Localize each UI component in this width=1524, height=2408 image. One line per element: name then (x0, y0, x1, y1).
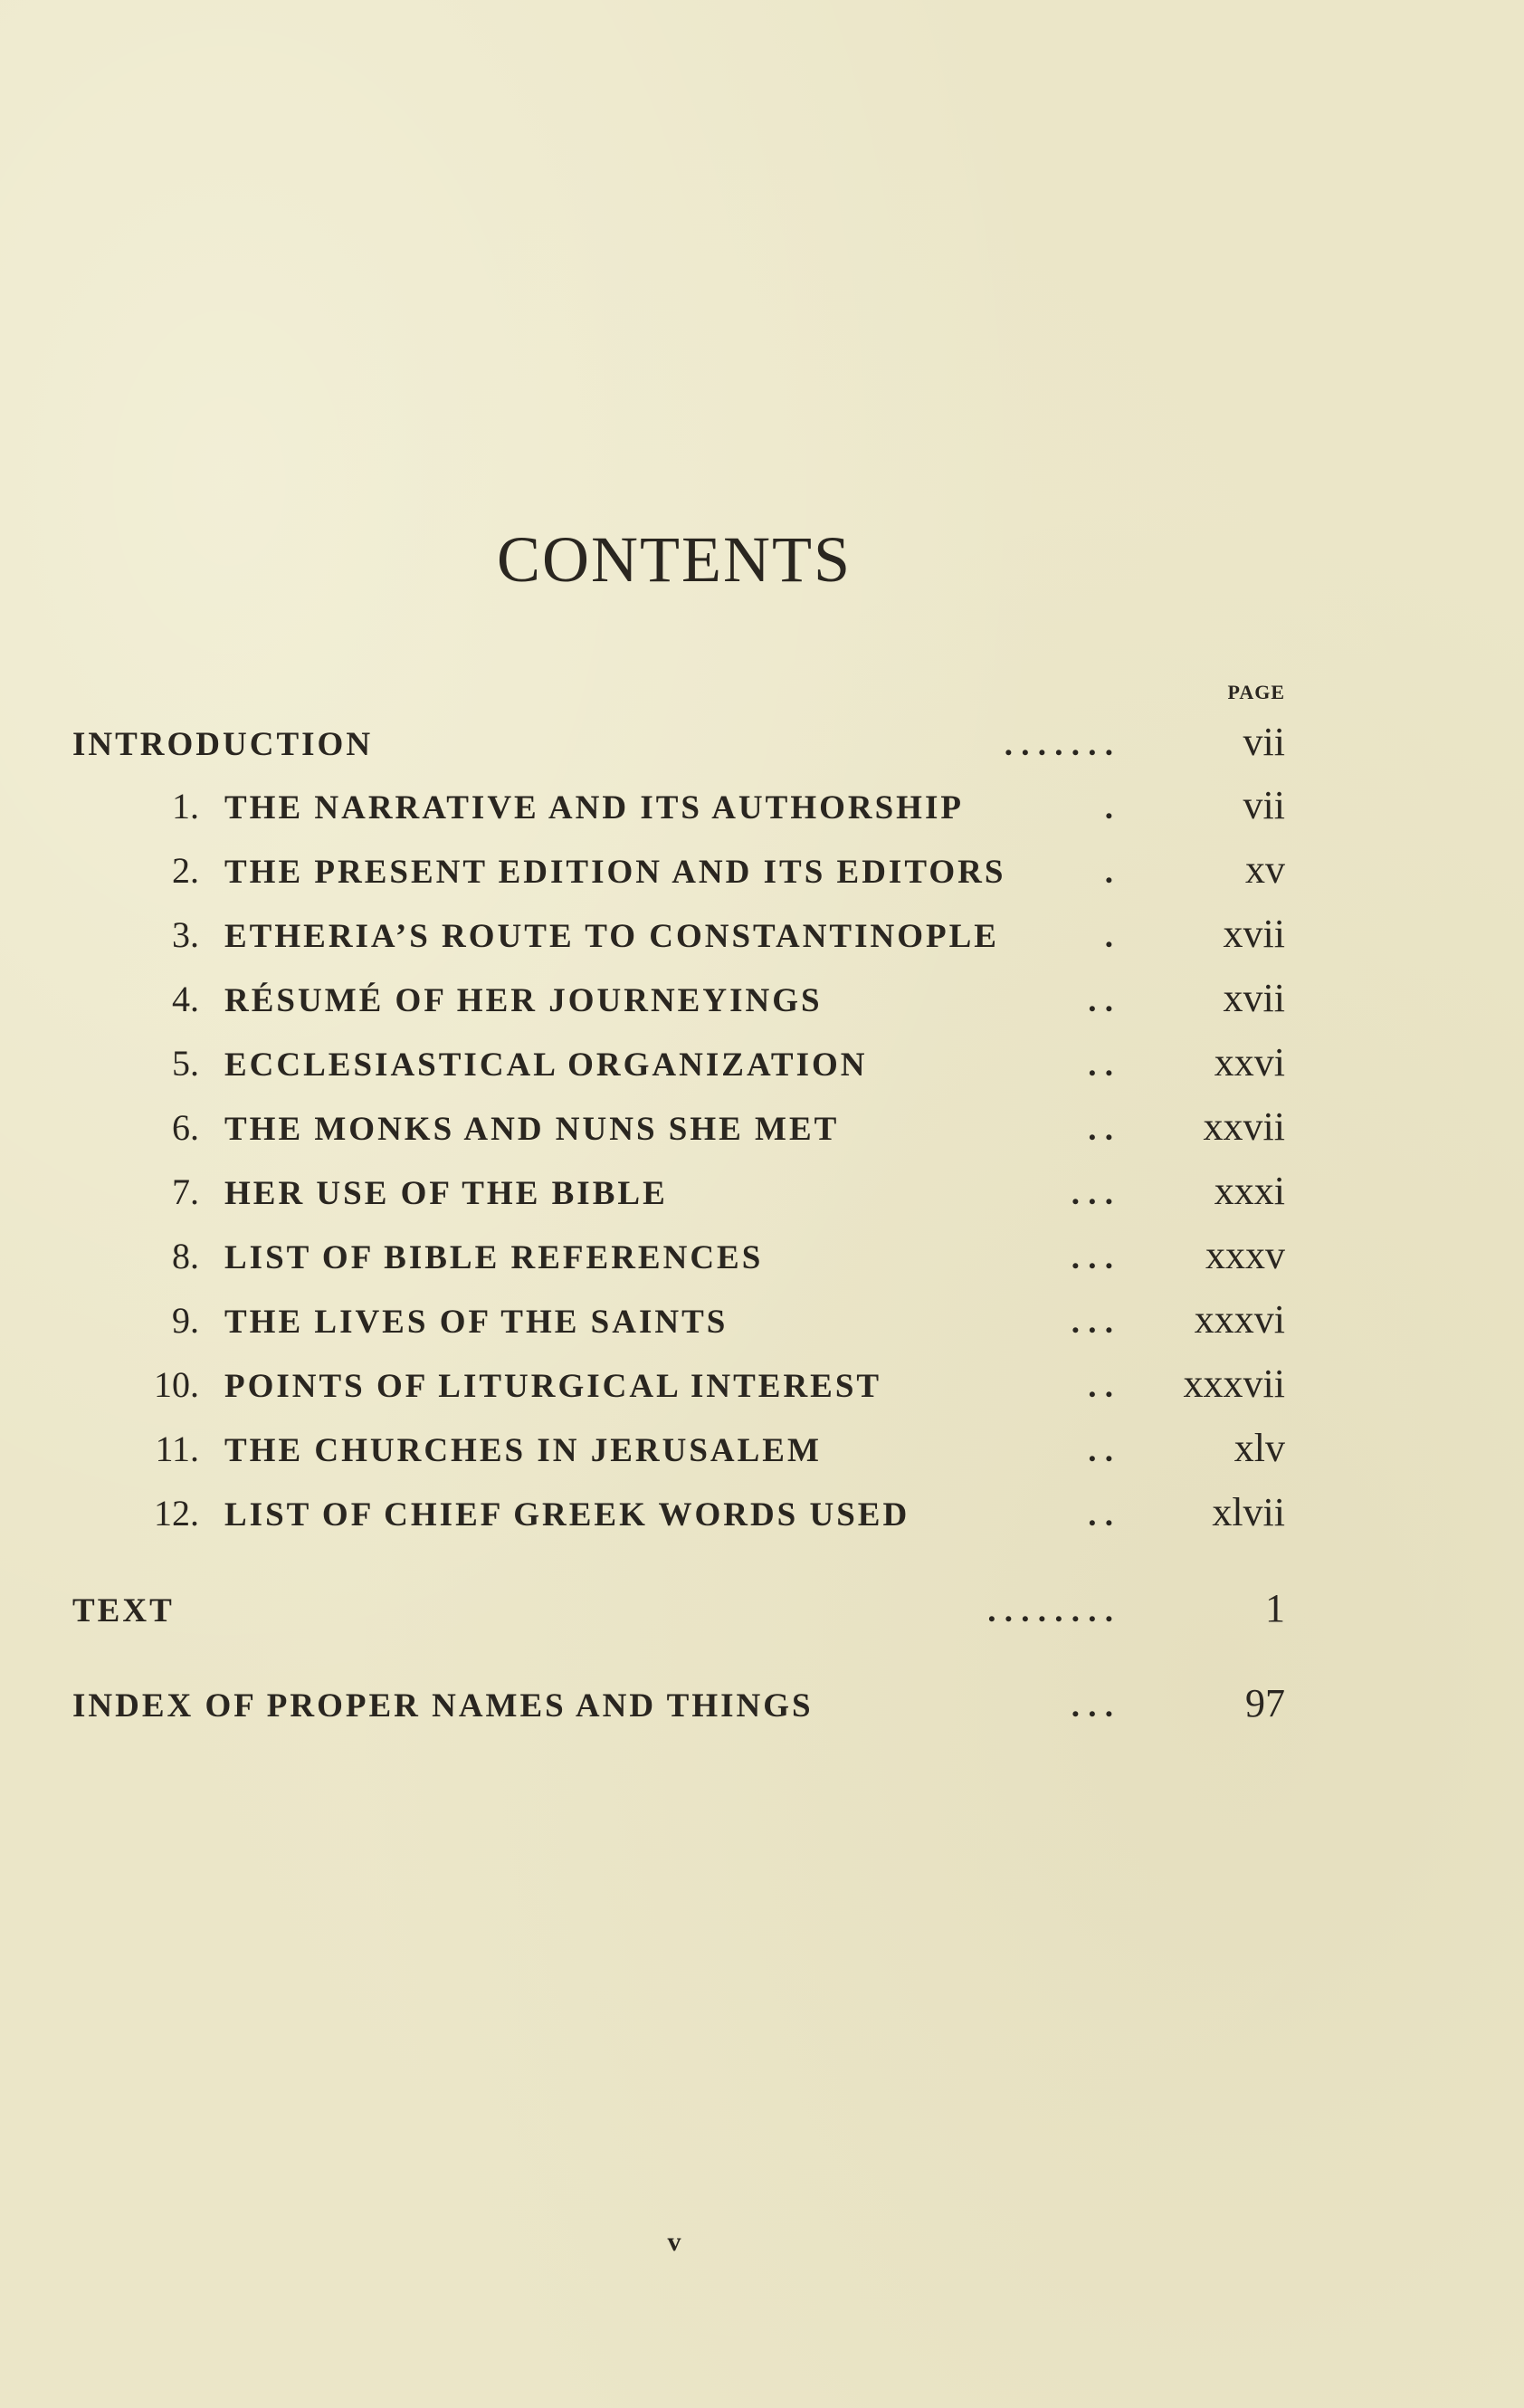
toc-entry-7 (72, 1166, 1285, 1217)
toc-entry-6 (72, 1102, 1285, 1152)
toc-entry-label: THE PRESENT EDITION AND ITS EDITORS (224, 854, 1006, 891)
dot-leader: . (1104, 789, 1113, 827)
toc-entry-page: xxxi (1214, 1169, 1285, 1213)
toc-entry-3 (72, 909, 1285, 960)
dot-leader: . . (1088, 1111, 1113, 1148)
toc-entry-number: 5. (172, 1043, 199, 1084)
dot-leader: . . (1088, 1046, 1113, 1084)
toc-entry-page: vii (1243, 783, 1285, 827)
toc-entry-page: xv (1245, 847, 1285, 892)
toc-entry-number: 12. (154, 1493, 199, 1534)
toc-entry-number: 3. (172, 914, 199, 955)
toc-entry-label: HER USE OF THE BIBLE (224, 1175, 668, 1212)
toc-entry-number: 11. (155, 1429, 199, 1469)
toc-entry-page: xxvi (1214, 1040, 1285, 1085)
toc-entry-page: xlv (1233, 1426, 1285, 1470)
dot-leader: . . (1088, 1368, 1113, 1405)
toc-entry-label: POINTS OF LITURGICAL INTEREST (224, 1368, 882, 1405)
toc-entry-label: THE CHURCHES IN JERUSALEM (224, 1432, 822, 1469)
page-folio: v (667, 2227, 681, 2257)
toc-entry-label: THE NARRATIVE AND ITS AUTHORSHIP (224, 789, 964, 827)
dot-leader: . (1104, 918, 1113, 955)
toc-entry-text (72, 1583, 1285, 1634)
page-column-label: PAGE (1227, 681, 1285, 703)
toc-entry-12 (72, 1487, 1285, 1538)
toc-entry-number: 10. (154, 1364, 199, 1405)
toc-entry-number: 9. (172, 1300, 199, 1341)
toc-entry-number: 6. (172, 1107, 199, 1148)
toc-entry-label: ECCLESIASTICAL ORGANIZATION (224, 1046, 868, 1084)
toc-entry-label: INDEX OF PROPER NAMES AND THINGS (72, 1687, 814, 1725)
dot-leader: . . . (1071, 1175, 1113, 1212)
toc-entry-5 (72, 1037, 1285, 1088)
contents-heading: CONTENTS (497, 523, 852, 596)
dot-leader: . . . (1071, 1239, 1113, 1276)
toc-entry-page: xxxvi (1194, 1297, 1285, 1342)
dot-leader: . . (1088, 1432, 1113, 1469)
toc-entry-label: THE LIVES OF THE SAINTS (224, 1304, 729, 1341)
toc-entry-introduction (72, 717, 1285, 768)
toc-entry-page: xxxv (1205, 1233, 1285, 1277)
toc-entry-4 (72, 973, 1285, 1024)
toc-entry-11 (72, 1423, 1285, 1474)
dot-leader: . . (1088, 1496, 1113, 1534)
toc-entry-9 (72, 1295, 1285, 1345)
toc-entry-page: vii (1243, 720, 1285, 764)
dot-leader: . . . (1071, 1304, 1113, 1341)
toc-entry-number: 4. (172, 979, 199, 1019)
toc-entry-label: INTRODUCTION (72, 726, 374, 763)
dot-leader: . (1104, 854, 1113, 891)
toc-entry-label: LIST OF BIBLE REFERENCES (224, 1239, 764, 1276)
toc-entry-page: 1 (1265, 1586, 1285, 1630)
toc-entry-label: LIST OF CHIEF GREEK WORDS USED (224, 1496, 910, 1534)
toc-entry-page: xxvii (1203, 1104, 1285, 1149)
dot-leader: . . . . . . . . (987, 1592, 1113, 1629)
toc-entry-number: 1. (172, 786, 199, 827)
toc-entry-page: 97 (1245, 1681, 1285, 1725)
toc-entry-label: ETHERIA’S ROUTE TO CONSTANTINOPLE (224, 918, 999, 955)
dot-leader: . . . (1071, 1687, 1113, 1725)
toc-entry-label: TEXT (72, 1592, 175, 1629)
toc-entry-2 (72, 845, 1285, 895)
toc-entry-index (72, 1678, 1285, 1729)
toc-entry-page: xvii (1223, 912, 1285, 956)
toc-entry-number: 2. (172, 850, 199, 891)
toc-entry-page: xlvii (1212, 1490, 1285, 1534)
toc-entry-page: xxxvii (1183, 1362, 1285, 1406)
toc-entry-10 (72, 1359, 1285, 1409)
toc-entry-page: xvii (1223, 976, 1285, 1020)
toc-entry-label: THE MONKS AND NUNS SHE MET (224, 1111, 840, 1148)
toc-entry-label: RÉSUMÉ OF HER JOURNEYINGS (224, 982, 823, 1019)
toc-entry-number: 8. (172, 1236, 199, 1276)
toc-entry-number: 7. (172, 1171, 199, 1212)
toc-entry-8 (72, 1230, 1285, 1281)
toc-entry-1 (72, 780, 1285, 831)
dot-leader: . . . . . . . (1004, 726, 1113, 763)
dot-leader: . . (1088, 982, 1113, 1019)
